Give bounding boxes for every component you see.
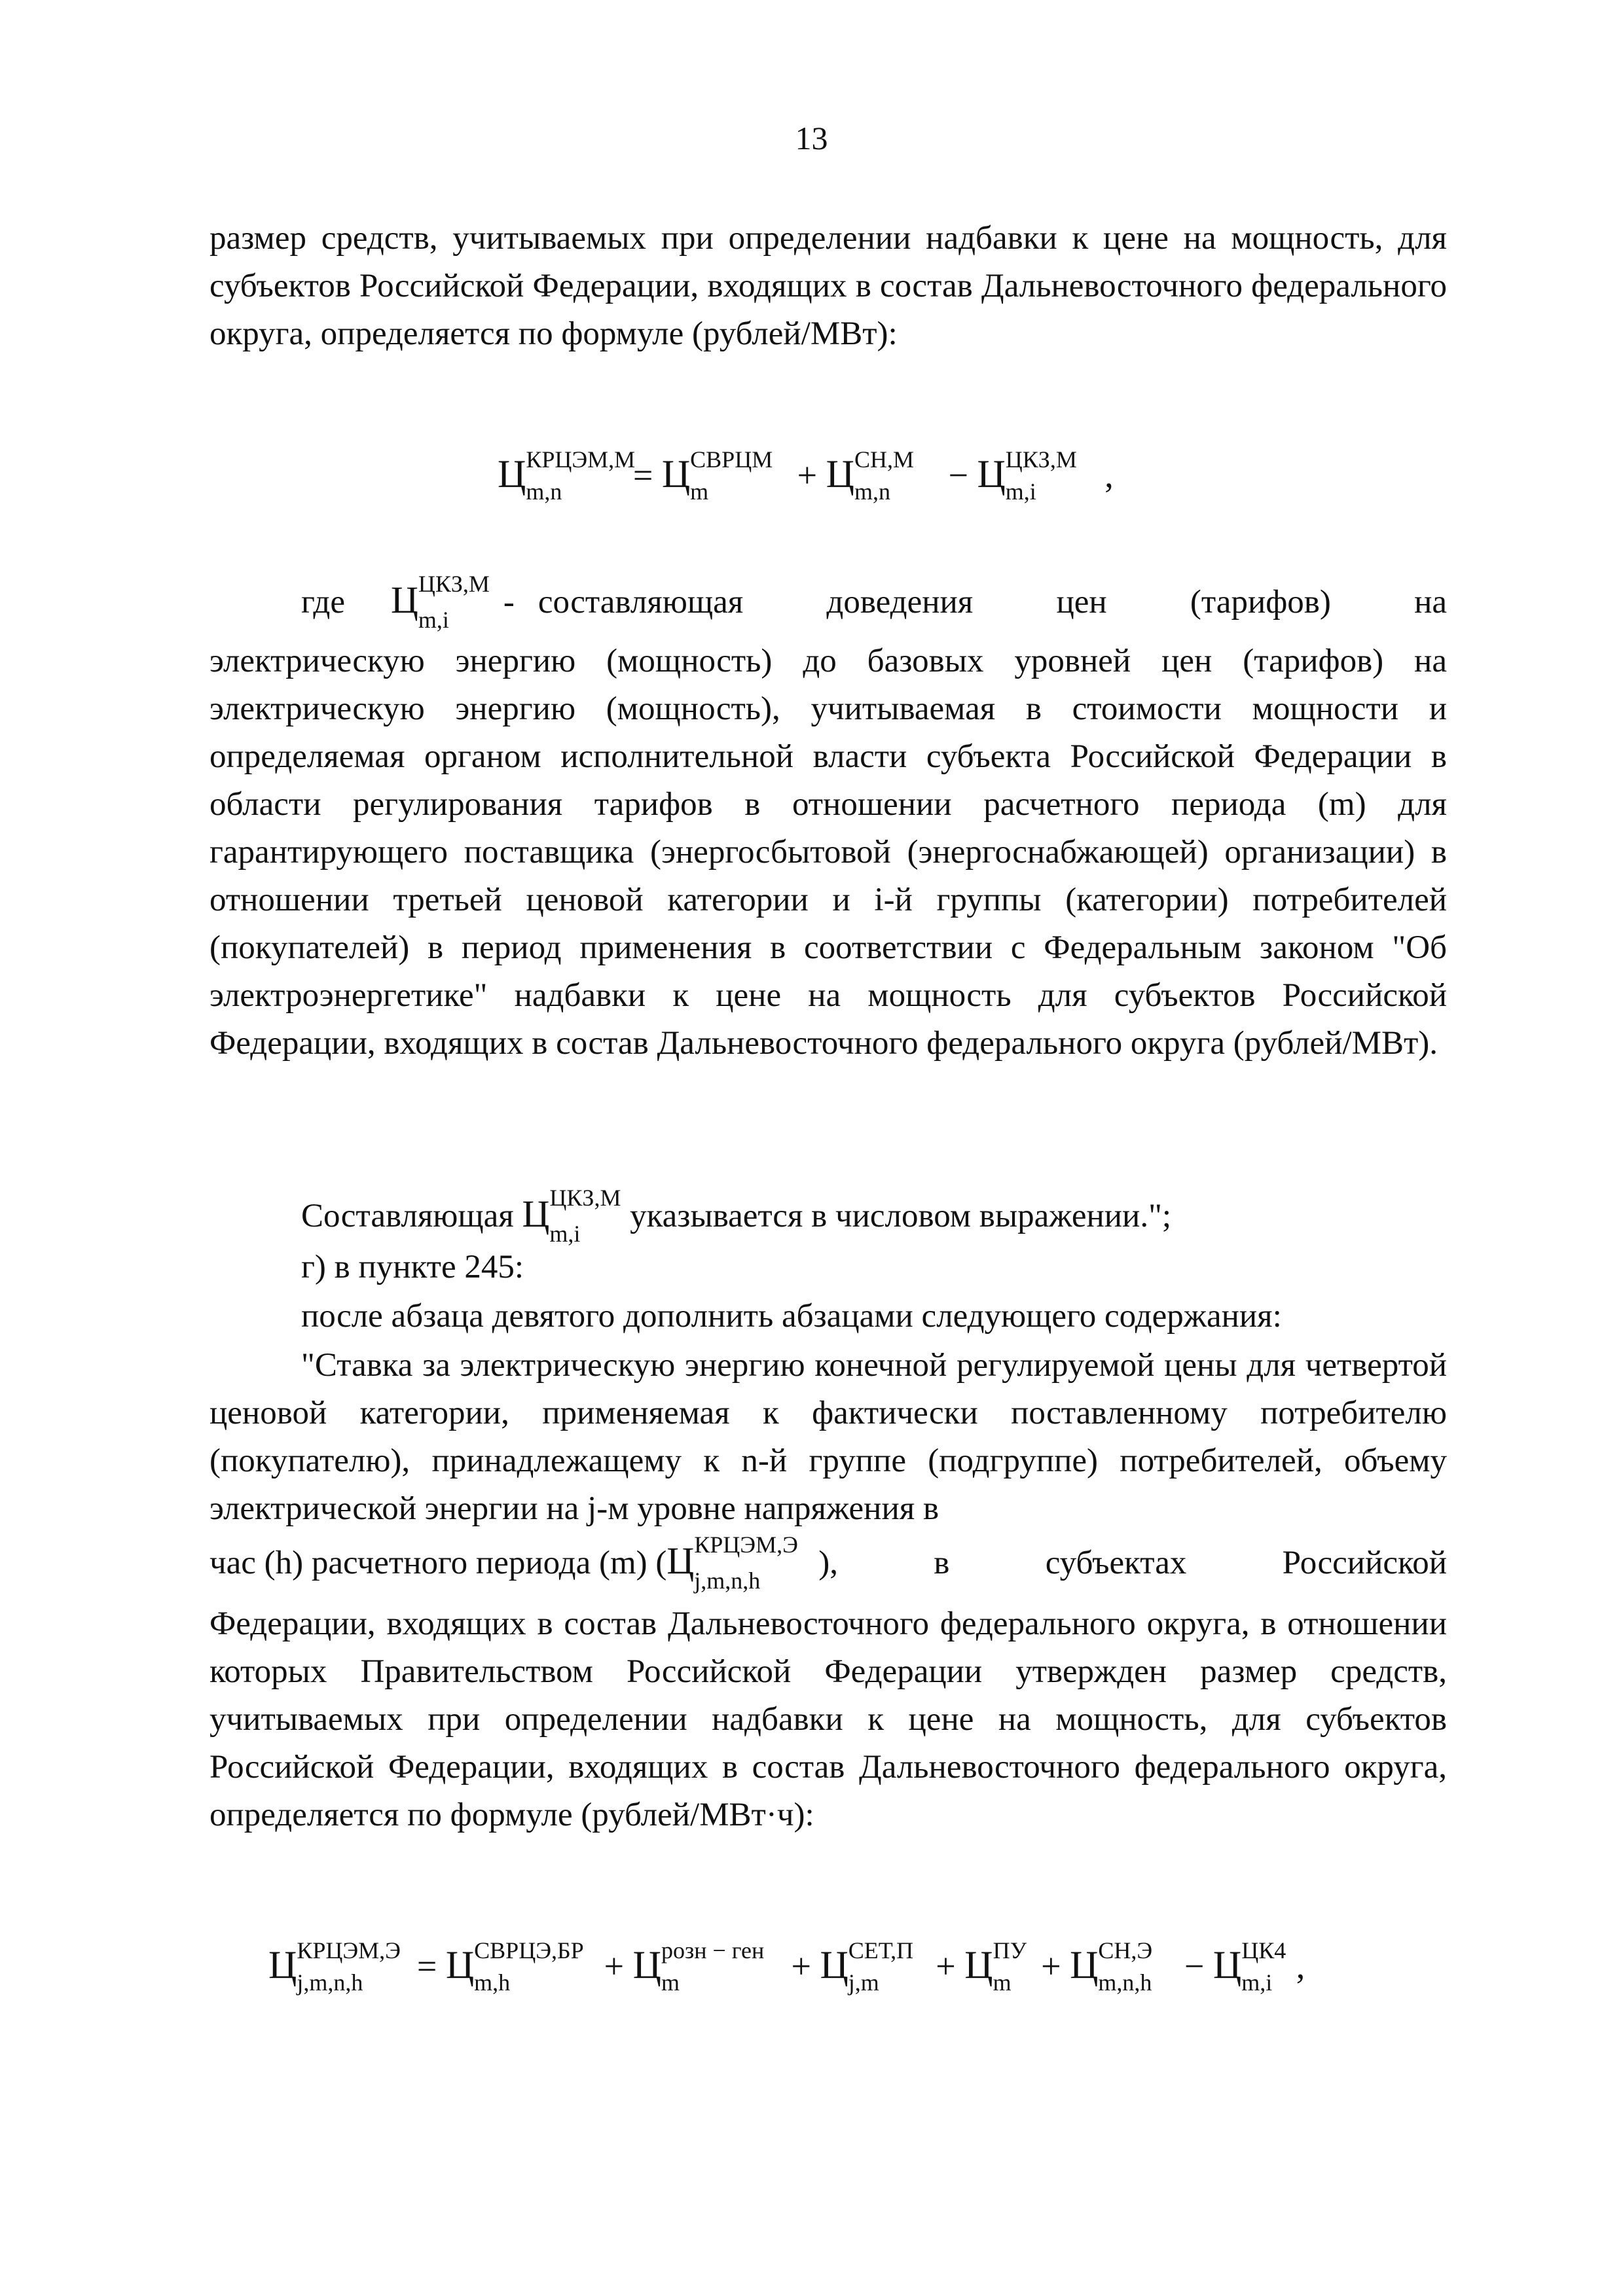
rate-paragraph-end: Федерации, входящих в состав Дальневосточного федерального округа, в отношении которых Правительством Российской Федерации утвержден размер средств, учитываемых при определении надбавки к цене на мощность, для субъектов Российской Федерации, входящих в состав Дальневосточного федерального округа, определяется по формуле (рублей/МВт·ч): — [210, 1605, 1447, 1833]
f2-term-3: Ц СЕТ,П j,m — [820, 1937, 914, 1996]
page-number: 13 — [795, 120, 828, 156]
rate-symbol-line: час (h) расчетного периода (m) ( Ц КРЦЭМ,Э j,m,n,h ), в субъектах Российской — [210, 1532, 1447, 1594]
after-ninth-paragraph: после абзаца девятого дополнить абзацами следующего содержания: — [301, 1298, 1282, 1335]
item-g: г) в пункте 245: — [301, 1249, 524, 1285]
f1-term-2: Ц СН,М m,n — [826, 446, 914, 505]
rate-paragraph-start: "Ставка за электрическую энергию конечной регулируемой цены для четвертой ценовой категории, применяемая к фактически поставленному потребителю (покупателю), принадлежащему к n-й группе (подгруппе) потребителей, объему электрической энергии на j-м уровне напряжения в — [210, 1347, 1447, 1527]
f1-term-3: Ц ЦКЗ,М m,i — [977, 446, 1077, 505]
where-definition-start: составляющая доведения цен (тарифов) на — [538, 584, 1447, 620]
where-word: где — [301, 584, 345, 620]
formula-1: Ц КРЦЭМ,М m,n = Ц СВРЦМ m + Ц СН,М m,n − Ц ЦКЗ,М m,i , — [498, 446, 1114, 505]
component-line: Составляющая Ц ЦКЗ,М m,i указывается в числовом выражении."; — [301, 1185, 1172, 1247]
f2-term-5: Ц СН,Э m,n,h — [1070, 1937, 1153, 1996]
f2-term-1: Ц СВРЦЭ,БР m,h — [445, 1937, 584, 1996]
where-line: где Ц ЦКЗ,М m,i - составляющая доведения цен (тарифов) на — [301, 571, 1447, 633]
rate-symbol: Ц КРЦЭМ,Э j,m,n,h — [666, 1532, 798, 1594]
f1-lhs: Ц КРЦЭМ,М m,n — [498, 446, 636, 505]
f1-term-1: Ц СВРЦМ m — [661, 446, 773, 505]
where-definition: электрическую энергию (мощность) до базовых уровней цен (тарифов) на электрическую энергию (мощность), учитываемая в стоимости мощности и определяемая органом исполнительной власти субъекта Российской Федерации в области регулирования тарифов в отношении расчетного периода (m) для гарантирующего поставщика (энергосбытовой (энергоснабжающей) организации) в отношении третьей ценовой категории и i-й группы (категории) потребителей (покупателей) в период применения в соответствии с Федеральным законом "Об электроэнергетике" надбавки к цене на мощность для субъектов Российской Федерации, входящих в состав Дальневосточного федерального округа (рублей/МВт). — [210, 643, 1447, 1062]
paragraph-intro: размер средств, учитываемых при определении надбавки к цене на мощность, для субъектов Российской Федерации, входящих в состав Дальневосточного федерального округа, определяется по формуле (рублей/МВт): — [210, 220, 1447, 352]
formula-2: Ц КРЦЭМ,Э j,m,n,h = Ц СВРЦЭ,БР m,h + Ц розн − ген m + Ц СЕТ,П j,m + Ц ПУ m + Ц СН,Э m,n,h − Ц ЦК4 m,i , — [268, 1937, 1305, 1996]
f2-term-6: Ц ЦК4 m,i — [1213, 1937, 1286, 1996]
component-symbol: Ц ЦКЗ,М m,i — [522, 1185, 621, 1247]
f2-term-2: Ц розн − ген m — [632, 1937, 765, 1996]
where-symbol: Ц ЦКЗ,М m,i — [390, 571, 490, 633]
f2-term-4: Ц ПУ m — [964, 1937, 1027, 1996]
f2-lhs: Ц КРЦЭМ,Э j,m,n,h — [268, 1937, 401, 1996]
